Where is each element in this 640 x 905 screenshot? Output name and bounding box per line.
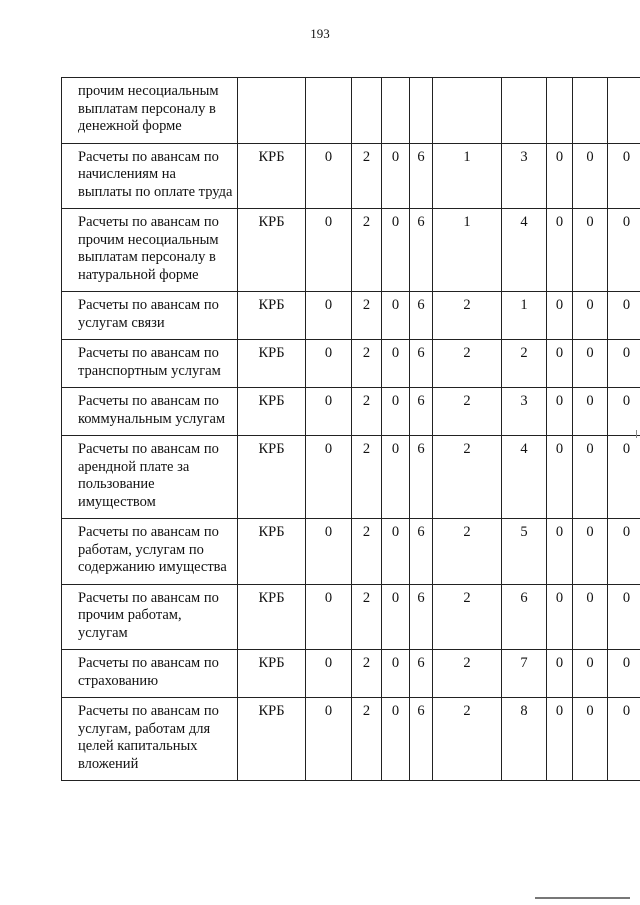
digit-cell: 0 (547, 519, 573, 585)
digit-cell: 5 (502, 519, 547, 585)
row-source: КРБ (238, 292, 306, 340)
digit-cell: 0 (382, 519, 410, 585)
row-source: КРБ (238, 209, 306, 292)
digit-cell: 2 (433, 292, 502, 340)
digit-cell: 0 (608, 209, 640, 292)
row-description: Расчеты по авансам по работам, услугам по содержанию имущества (62, 519, 238, 585)
row-source: КРБ (238, 388, 306, 436)
digit-cell: 0 (573, 388, 608, 436)
table-row (62, 388, 640, 436)
digit-cell: 0 (306, 519, 352, 585)
scan-speck (636, 430, 637, 438)
digit-cell: 0 (608, 340, 640, 388)
digit-cell: 0 (382, 292, 410, 340)
digit-cell (352, 78, 382, 144)
row-source: КРБ (238, 698, 306, 781)
row-source: КРБ (238, 340, 306, 388)
digit-cell: 6 (410, 519, 433, 585)
row-source (238, 78, 306, 144)
row-description: Расчеты по авансам по коммунальным услугам (62, 388, 238, 436)
digit-cell (433, 78, 502, 144)
digit-cell: 3 (502, 143, 547, 209)
digit-cell: 0 (547, 143, 573, 209)
scan-mark (535, 897, 630, 899)
digit-cell: 0 (306, 209, 352, 292)
digit-cell: 0 (608, 388, 640, 436)
digit-cell: 2 (352, 143, 382, 209)
digit-cell: 6 (410, 650, 433, 698)
digit-cell (306, 78, 352, 144)
digit-cell: 2 (433, 650, 502, 698)
digit-cell (573, 78, 608, 144)
table-row (62, 519, 640, 585)
digit-cell: 0 (608, 650, 640, 698)
digit-cell: 0 (573, 143, 608, 209)
digit-cell: 0 (382, 436, 410, 519)
row-description: Расчеты по авансам по страхованию (62, 650, 238, 698)
digit-cell: 3 (502, 388, 547, 436)
digit-cell: 2 (352, 519, 382, 585)
row-description: Расчеты по авансам по транспортным услугам (62, 340, 238, 388)
digit-cell: 0 (573, 650, 608, 698)
digit-cell: 0 (547, 388, 573, 436)
digit-cell: 0 (573, 584, 608, 650)
digit-cell: 4 (502, 436, 547, 519)
digit-cell: 2 (352, 388, 382, 436)
digit-cell: 8 (502, 698, 547, 781)
digit-cell (547, 78, 573, 144)
digit-cell: 2 (352, 650, 382, 698)
digit-cell: 0 (382, 650, 410, 698)
digit-cell: 2 (352, 436, 382, 519)
digit-cell: 1 (433, 143, 502, 209)
row-description: Расчеты по авансам по услугам связи (62, 292, 238, 340)
digit-cell: 2 (433, 436, 502, 519)
digit-cell: 6 (410, 209, 433, 292)
digit-cell: 0 (306, 436, 352, 519)
digit-cell: 2 (352, 698, 382, 781)
digit-cell: 0 (573, 436, 608, 519)
digit-cell: 2 (502, 340, 547, 388)
table-row (62, 436, 640, 519)
digit-cell: 0 (573, 519, 608, 585)
digit-cell: 0 (573, 340, 608, 388)
digit-cell: 6 (410, 584, 433, 650)
digit-cell: 0 (306, 143, 352, 209)
digit-cell: 0 (382, 209, 410, 292)
digit-cell: 0 (547, 436, 573, 519)
table-row (62, 143, 640, 209)
row-description: Расчеты по авансам по услугам, работам для целей капитальных вложений (62, 698, 238, 781)
digit-cell (502, 78, 547, 144)
digit-cell: 0 (306, 292, 352, 340)
digit-cell: 0 (382, 388, 410, 436)
row-description: Расчеты по авансам по прочим работам, услугам (62, 584, 238, 650)
digit-cell: 7 (502, 650, 547, 698)
digit-cell: 0 (573, 292, 608, 340)
digit-cell: 0 (608, 584, 640, 650)
page-number: 193 (310, 26, 330, 41)
digit-cell: 0 (306, 584, 352, 650)
digit-cell: 0 (547, 209, 573, 292)
digit-cell: 2 (433, 388, 502, 436)
digit-cell: 6 (410, 340, 433, 388)
table-row (62, 650, 640, 698)
table-row (62, 698, 640, 781)
digit-cell: 6 (410, 698, 433, 781)
table-row (62, 209, 640, 292)
table-row (62, 78, 640, 144)
digit-cell: 0 (547, 340, 573, 388)
digit-cell: 0 (547, 292, 573, 340)
digit-cell: 2 (433, 340, 502, 388)
digit-cell: 6 (410, 143, 433, 209)
digit-cell: 6 (502, 584, 547, 650)
digit-cell: 0 (547, 584, 573, 650)
row-source: КРБ (238, 650, 306, 698)
digit-cell (410, 78, 433, 144)
row-source: КРБ (238, 143, 306, 209)
digit-cell (608, 78, 640, 144)
row-source: КРБ (238, 519, 306, 585)
row-description: Расчеты по авансам по начислениям на выплаты по оплате труда (62, 143, 238, 209)
digit-cell: 0 (608, 143, 640, 209)
digit-cell: 0 (306, 698, 352, 781)
row-description: Расчеты по авансам по прочим несоциальным выплатам персоналу в натуральной форме (62, 209, 238, 292)
digit-cell: 0 (573, 698, 608, 781)
table-row (62, 292, 640, 340)
digit-cell: 4 (502, 209, 547, 292)
digit-cell: 2 (433, 519, 502, 585)
row-source: КРБ (238, 436, 306, 519)
digit-cell: 2 (352, 209, 382, 292)
digit-cell: 2 (352, 292, 382, 340)
digit-cell: 6 (410, 292, 433, 340)
accounts-table (61, 77, 640, 781)
digit-cell: 0 (382, 143, 410, 209)
digit-cell: 0 (306, 340, 352, 388)
digit-cell: 2 (433, 584, 502, 650)
row-source: КРБ (238, 584, 306, 650)
digit-cell: 0 (608, 292, 640, 340)
digit-cell: 0 (382, 340, 410, 388)
digit-cell: 0 (573, 209, 608, 292)
table-row (62, 340, 640, 388)
digit-cell: 0 (608, 698, 640, 781)
digit-cell: 0 (382, 584, 410, 650)
digit-cell: 2 (433, 698, 502, 781)
digit-cell: 0 (382, 698, 410, 781)
digit-cell: 1 (433, 209, 502, 292)
digit-cell: 1 (502, 292, 547, 340)
digit-cell: 0 (306, 388, 352, 436)
row-description: прочим несоциальным выплатам персоналу в денежной форме (62, 78, 238, 144)
digit-cell: 2 (352, 584, 382, 650)
table-body (62, 78, 640, 781)
digit-cell: 0 (547, 650, 573, 698)
table-row (62, 584, 640, 650)
digit-cell: 6 (410, 388, 433, 436)
digit-cell (382, 78, 410, 144)
digit-cell: 6 (410, 436, 433, 519)
digit-cell: 0 (547, 698, 573, 781)
row-description: Расчеты по авансам по арендной плате за пользование имуществом (62, 436, 238, 519)
digit-cell: 0 (306, 650, 352, 698)
digit-cell: 0 (608, 436, 640, 519)
digit-cell: 0 (608, 519, 640, 585)
digit-cell: 2 (352, 340, 382, 388)
